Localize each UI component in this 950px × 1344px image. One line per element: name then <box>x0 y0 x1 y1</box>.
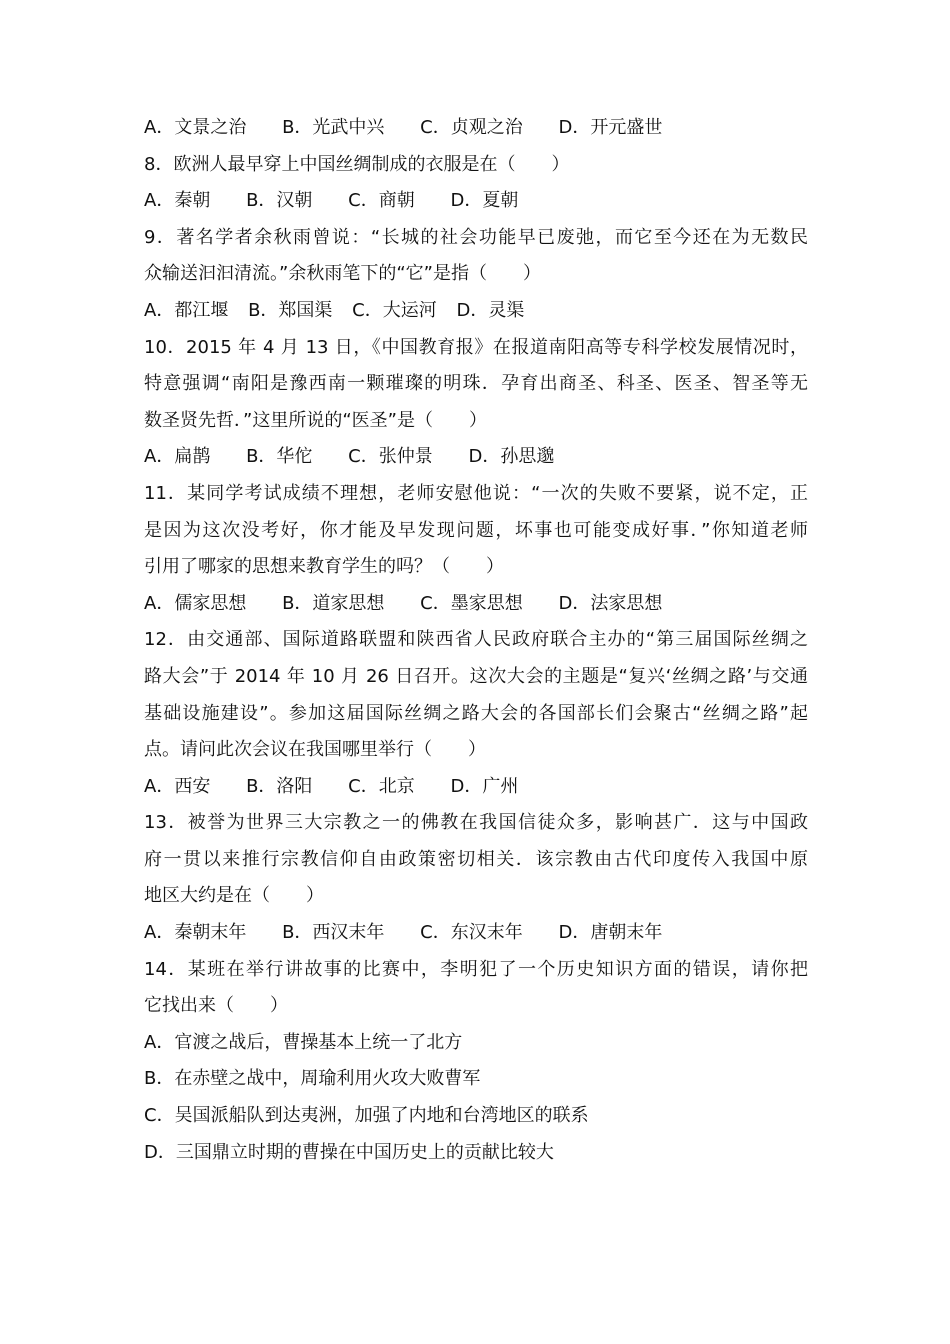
q12-stem-line: 点。请问此次会议在我国哪里举行（ ） <box>144 739 486 761</box>
q13-stem-line: 13．被誉为世界三大宗教之一的佛教在我国信徒众多，影响甚广．这与中国政 <box>144 812 808 834</box>
q9-stem-line: 众输送汩汩清流。”余秋雨笔下的“它”是指（ ） <box>144 263 541 285</box>
q10-options <box>144 439 808 476</box>
q13-option-c: C．东汉末年 <box>420 922 523 944</box>
q14-option-b: B．在赤壁之战中，周瑜利用火攻大败曹军 <box>144 1068 481 1090</box>
q12-options <box>144 769 808 806</box>
q10-option-b: B．华佗 <box>246 446 313 468</box>
q12-option-c: C．北京 <box>348 775 415 797</box>
q11-stem-line: 是因为这次没考好，你才能及早发现问题，坏事也可能变成好事．”你知道老师 <box>144 519 808 541</box>
q9-option-c: C．大运河 <box>352 299 437 321</box>
q14-stem-line: 14．某班在举行讲故事的比赛中，李明犯了一个历史知识方面的错误，请你把 <box>144 958 808 980</box>
q12-option-d: D．广州 <box>450 775 519 797</box>
q12-option-a: A．西安 <box>144 775 211 797</box>
q14-option-a: A．官渡之战后，曹操基本上统一了北方 <box>144 1031 463 1053</box>
q8-option-d: D．夏朝 <box>450 190 519 212</box>
q11-option-a: A．儒家思想 <box>144 592 247 614</box>
q11-option-b: B．道家思想 <box>282 592 385 614</box>
q12-option-b: B．洛阳 <box>246 775 313 797</box>
q12-stem-line: 基础设施建设”。参加这届国际丝绸之路大会的各国部长们会聚古“丝绸之路”起 <box>144 702 808 724</box>
q9-stem-line: 9．著名学者余秋雨曾说：“长城的社会功能早已废弛，而它至今还在为无数民 <box>144 226 808 248</box>
q9-options <box>144 293 808 330</box>
q13-option-d: D．唐朝末年 <box>558 922 663 944</box>
q7-option-b: B．光武中兴 <box>282 117 385 138</box>
q8-option-b: B．汉朝 <box>246 190 313 212</box>
q9-option-b: B．郑国渠 <box>248 299 333 321</box>
q7-option-c: C．贞观之治 <box>420 117 523 138</box>
q9-option-d: D．灵渠 <box>456 299 525 321</box>
q9-stem <box>144 220 808 293</box>
q10-option-a: A．扁鹊 <box>144 446 211 468</box>
q11-option-d: D．法家思想 <box>558 592 663 614</box>
q10-stem <box>144 330 808 440</box>
q11-stem-line: 11．某同学考试成绩不理想，老师安慰他说：“一次的失败不要紧，说不定，正 <box>144 482 808 504</box>
q11-options <box>144 586 808 623</box>
q10-option-c: C．张仲景 <box>348 446 433 468</box>
q7-option-a: A．文景之治 <box>144 117 247 138</box>
q12-stem-line: 路大会”于 2014 年 10 月 26 日召开。这次大会的主题是“复兴‘丝绸之路’与交通 <box>144 665 808 687</box>
q8-option-c: C．商朝 <box>348 190 415 212</box>
q8-stem-line: 8．欧洲人最早穿上中国丝绸制成的衣服是在（ ） <box>144 153 570 175</box>
q13-stem <box>144 805 808 915</box>
q7-options <box>144 110 808 147</box>
q8-options <box>144 183 808 220</box>
q13-option-b: B．西汉末年 <box>282 922 385 944</box>
q11-option-c: C．墨家思想 <box>420 592 523 614</box>
q12-stem <box>144 622 808 768</box>
q13-option-a: A．秦朝末年 <box>144 922 247 944</box>
q10-stem-line: 10．2015 年 4 月 13 日，《中国教育报》在报道南阳高等专科学校发展情况时， <box>144 336 808 358</box>
q10-stem-line: 特意强调“南阳是豫西南一颗璀璨的明珠．孕育出商圣、科圣、医圣、智圣等无 <box>144 373 808 395</box>
q9-option-a: A．都江堰 <box>144 299 229 321</box>
q7-option-d: D．开元盛世 <box>558 117 663 138</box>
q14-option-c: C．吴国派船队到达夷洲，加强了内地和台湾地区的联系 <box>144 1105 589 1127</box>
q11-stem <box>144 476 808 586</box>
q10-stem-line: 数圣贤先哲．”这里所说的“医圣”是（ ） <box>144 409 487 431</box>
q12-stem-line: 12．由交通部、国际道路联盟和陕西省人民政府联合主办的“第三届国际丝绸之 <box>144 629 808 651</box>
q13-options <box>144 915 808 952</box>
question-list <box>144 110 808 1171</box>
q14-stem <box>144 952 808 1025</box>
q14-option-d: D．三国鼎立时期的曹操在中国历史上的贡献比较大 <box>144 1141 554 1163</box>
q13-stem-line: 地区大约是在（ ） <box>144 885 324 907</box>
q8-stem <box>144 147 808 184</box>
q8-option-a: A．秦朝 <box>144 190 211 212</box>
q10-option-d: D．孙思邈 <box>468 446 555 468</box>
q13-stem-line: 府一贯以来推行宗教信仰自由政策密切相关．该宗教由古代印度传入我国中原 <box>144 848 808 870</box>
q14-stem-line: 它找出来（ ） <box>144 995 288 1017</box>
q11-stem-line: 引用了哪家的思想来教育学生的吗？（ ） <box>144 556 504 578</box>
